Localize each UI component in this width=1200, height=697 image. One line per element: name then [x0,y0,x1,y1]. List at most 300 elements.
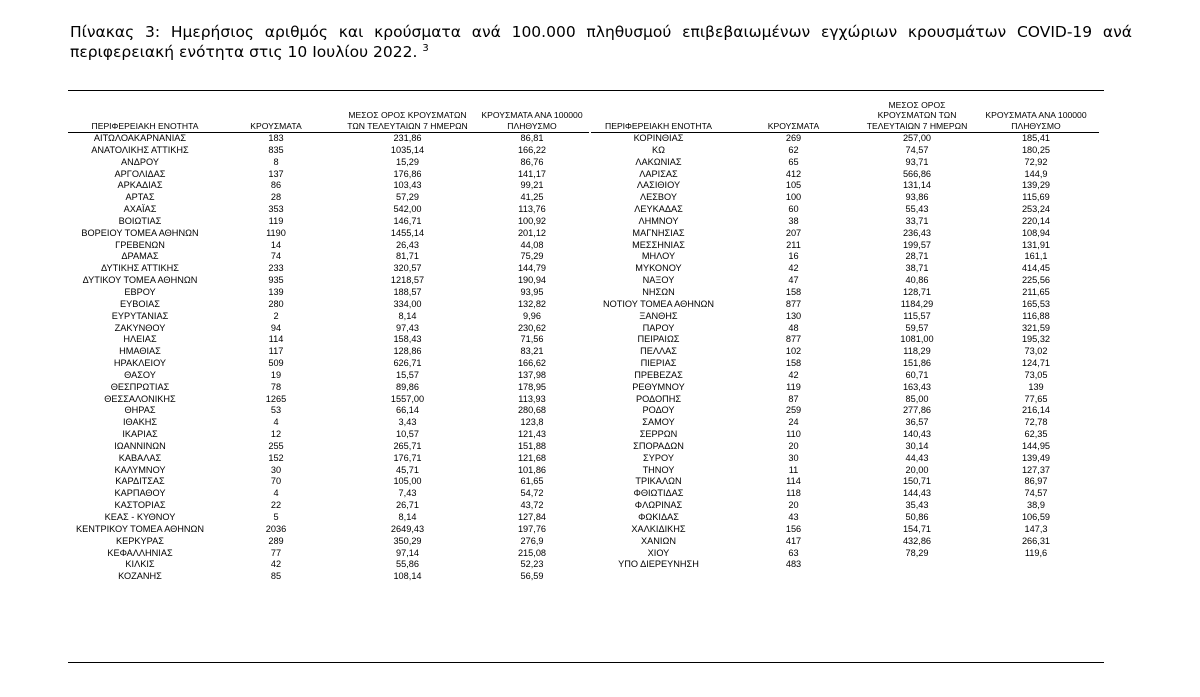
cell-cases: 130 [785,310,802,321]
cell-avg7: 26,71 [396,500,419,511]
cell-cases: 183 [268,133,284,143]
table-row [591,287,1099,299]
cell-region: ΚΕΦΑΛΛΗΝΙΑΣ [107,547,173,558]
cell-cases: 269 [785,133,802,143]
cell-cases: 42 [270,559,282,570]
cell-cases: 24 [788,417,799,428]
cell-per100k: 62,35 [1024,429,1048,440]
cell-avg7: 40,86 [905,275,929,286]
table-row [68,346,589,358]
cell-per100k: 124,71 [1021,358,1051,369]
cell-cases: 114 [786,476,801,487]
cell-region: ΒΟΡΕΙΟΥ ΤΟΜΕΑ ΑΘΗΝΩΝ [81,227,199,238]
cell-cases: 1190 [266,227,286,238]
cell-avg7: 115,57 [903,310,931,321]
cell-avg7: 146,71 [393,215,422,226]
cell-region: ΜΕΣΣΗΝΙΑΣ [632,239,685,250]
cell-region: ΣΑΜΟΥ [642,417,675,428]
cell-region: ΕΒΡΟΥ [124,286,156,297]
cell-avg7: 44,43 [905,452,929,463]
cell-cases: 158 [785,358,802,369]
cell-per100k: 54,72 [520,488,544,499]
cell-cases: 119 [268,215,284,226]
cell-cases: 94 [270,322,282,333]
cell-per100k: 166,62 [517,358,547,369]
table-row [68,275,589,287]
cell-avg7: 8,14 [398,310,417,321]
cell-avg7: 35,43 [905,500,929,511]
cell-avg7: 350,29 [393,535,422,546]
cell-per100k: 83,21 [520,346,544,357]
cell-cases: 20 [788,500,799,511]
cell-cases: 1265 [265,393,287,404]
cell-region: ΦΛΩΡΙΝΑΣ [634,500,683,511]
cell-avg7: 626,71 [393,358,422,369]
header-avg7: ΜΕΣΟΣ ΟΡΟΣ ΚΡΟΥΣΜΑΤΩΝ ΤΩΝ ΤΕΛΕΥΤΑΙΩΝ 7 ΗΜΕΡΩΝ [340,110,475,133]
cell-region: ΑΡΚΑΔΙΑΣ [117,180,163,191]
cell-per100k: 225,56 [1021,275,1051,286]
cell-cases: 114 [268,334,284,345]
cell-cases: 4 [273,417,279,428]
table-row [591,453,1099,465]
cell-cases: 16 [788,251,799,262]
cell-avg7: 1184,29 [900,298,934,309]
cell-avg7: 334,00 [393,298,422,309]
cell-avg7: 131,14 [902,180,932,191]
cell-cases: 48 [788,322,799,333]
cell-avg7: 2649,43 [390,523,425,534]
table-row [591,476,1099,488]
table-row [68,311,589,323]
cell-avg7: 1218,57 [390,275,425,286]
cell-per100k: 141,17 [517,168,547,179]
table-row [591,169,1099,181]
cell-avg7: 236,43 [902,227,932,238]
table-row [591,299,1099,311]
table-row [591,157,1099,169]
cell-region: ΕΥΡΥΤΑΝΙΑΣ [111,310,169,321]
cell-region: ΑΙΤΩΛΟΑΚΑΡΝΑΝΙΑΣ [93,133,187,143]
cell-avg7: 81,71 [396,251,419,262]
table-row [68,192,589,204]
cell-cases: 211 [786,239,801,250]
table-row [591,417,1099,429]
cell-region: ΚΩ [652,144,665,155]
table-row [591,548,1099,560]
cell-region: ΚΑΒΑΛΑΣ [118,452,162,463]
table-row [591,524,1099,536]
cell-per100k: 56,59 [520,571,544,582]
table-row [591,559,1099,571]
cell-region: ΙΚΑΡΙΑΣ [122,429,158,440]
cell-cases: 8 [273,156,279,167]
cell-avg7: 20,00 [905,464,929,475]
cell-region: ΙΩΑΝΝΙΝΩΝ [114,440,166,451]
header-per100k: ΚΡΟΥΣΜΑΤΑ ΑΝΑ 100000 ΠΛΗΘΥΣΜΟ [475,110,589,133]
cell-cases: 935 [268,275,284,286]
cell-region: ΦΩΚΙΔΑΣ [638,512,679,522]
cell-region: ΠΡΕΒΕΖΑΣ [634,369,683,380]
cell-avg7: 542,00 [393,204,422,215]
cell-cases: 289 [268,535,284,546]
cell-region: ΥΠΟ ΔΙΕΡΕΥΝΗΣΗ [618,559,699,570]
cell-per100k: 253,24 [1021,204,1051,215]
cell-cases: 22 [270,500,282,511]
cell-region: ΡΟΔΟΠΗΣ [635,393,682,404]
cell-cases: 119 [786,381,801,392]
table-row [591,441,1099,453]
table-row [68,358,589,370]
cell-cases: 42 [788,263,799,274]
table-row [68,394,589,406]
table-row [68,169,589,181]
cell-avg7: 231,86 [393,133,422,143]
table-row [68,145,589,157]
cell-per100k: 185,41 [1021,133,1051,143]
cell-avg7: 36,57 [905,417,929,428]
cell-per100k: 43,72 [520,500,544,511]
cell-cases: 100 [785,192,802,203]
cell-avg7: 176,86 [393,168,422,179]
left-table-half [68,92,589,583]
table-row [591,346,1099,358]
cell-region: ΠΕΙΡΑΙΩΣ [637,334,680,345]
cell-region: ΙΘΑΚΗΣ [122,417,158,428]
cell-region: ΣΥΡΟΥ [643,452,674,463]
cell-region: ΜΗΛΟΥ [641,251,676,262]
cell-per100k: 74,57 [1024,488,1048,499]
cell-per100k: 121,68 [517,452,547,463]
cell-cases: 78 [270,381,282,392]
cell-region: ΓΡΕΒΕΝΩΝ [115,239,165,250]
cell-cases: 19 [270,369,282,380]
cell-region: ΚΑΣΤΟΡΙΑΣ [114,500,166,511]
cell-cases: 4 [273,488,279,499]
cell-per100k: 123,8 [520,417,544,428]
cell-avg7: 66,14 [396,405,419,416]
cell-region: ΡΟΔΟΥ [642,405,675,416]
cell-avg7: 108,14 [393,571,422,582]
table-row [68,548,589,560]
cell-region: ΑΝΑΤΟΛΙΚΗΣ ΑΤΤΙΚΗΣ [91,144,189,155]
table-row [68,180,589,192]
header-avg7: ΜΕΣΟΣ ΟΡΟΣ ΚΡΟΥΣΜΑΤΩΝ ΤΩΝ ΤΕΛΕΥΤΑΙΩΝ 7 ΗΜΕΡΩΝ [861,100,973,134]
right-table-body [591,133,1099,571]
cell-avg7: 3,43 [398,417,417,428]
cell-region: ΘΗΡΑΣ [124,405,156,416]
cell-avg7: 432,86 [902,535,932,546]
cell-avg7: 158,43 [393,334,422,345]
cell-per100k: 220,14 [1021,215,1051,226]
cell-avg7: 1081,00 [900,334,934,345]
header-region: ΠΕΡΙΦΕΡΕΙΑΚΗ ΕΝΟΤΗΤΑ [591,121,726,134]
cell-cases: 30 [788,452,799,463]
cell-region: ΠΑΡΟΥ [642,322,675,333]
cell-region: ΔΥΤΙΚΟΥ ΤΟΜΕΑ ΑΘΗΝΩΝ [82,275,198,286]
table-row [68,251,589,263]
cell-region: ΑΧΑΪΑΣ [123,204,157,215]
cell-avg7: 38,71 [905,263,929,274]
cell-cases: 110 [786,429,801,440]
cell-region: ΤΡΙΚΑΛΩΝ [635,476,682,487]
cell-per100k: 116,88 [1022,310,1050,321]
cell-region: ΛΕΥΚΑΔΑΣ [634,204,683,215]
cell-avg7: 85,00 [905,393,929,404]
cell-region: ΗΛΕΙΑΣ [123,334,157,345]
cell-avg7: 15,29 [396,156,419,167]
cell-avg7: 320,57 [393,263,422,274]
table-row [68,299,589,311]
cell-per100k: 99,21 [520,180,544,191]
right-header-row [591,92,1099,133]
cell-avg7: 154,71 [902,523,932,534]
cell-cases: 87 [788,393,799,404]
cell-per100k: 75,29 [520,251,544,262]
cell-per100k: 38,9 [1027,500,1045,511]
cell-cases: 152 [268,452,284,463]
cell-region: ΝΗΣΩΝ [642,286,675,297]
cell-cases: 233 [268,263,284,274]
table-row [591,228,1099,240]
cell-avg7: 97,43 [396,322,419,333]
cell-per100k: 86,81 [520,133,544,143]
table-row [68,559,589,571]
cell-cases: 102 [785,346,802,357]
cell-per100k: 86,76 [520,156,544,167]
cell-per100k: 144,9 [1024,168,1048,179]
table-row [591,275,1099,287]
cell-per100k: 121,43 [517,429,547,440]
cell-avg7: 163,43 [902,381,932,392]
table-row [68,405,589,417]
cell-region: ΒΟΙΩΤΙΑΣ [118,215,162,226]
table-row [68,524,589,536]
cell-region: ΣΕΡΡΩΝ [639,429,678,440]
cell-avg7: 1557,00 [390,393,425,404]
cell-avg7: 199,57 [902,239,932,250]
table-row [591,358,1099,370]
cell-per100k: 9,96 [523,310,541,321]
cell-per100k: 113,93 [518,393,546,404]
table-row [68,216,589,228]
table-row [591,192,1099,204]
cell-cases: 2036 [265,523,287,534]
table-row [68,157,589,169]
cell-avg7: 265,71 [393,440,422,451]
cell-cases: 255 [268,440,284,451]
cell-region: ΝΟΤΙΟΥ ΤΟΜΕΑ ΑΘΗΝΩΝ [602,298,715,309]
cell-per100k: 144,79 [517,263,547,274]
cell-per100k: 165,53 [1021,298,1051,309]
table-row [591,145,1099,157]
table-row [591,536,1099,548]
cell-avg7: 10,57 [396,429,419,440]
cell-cases: 139 [268,286,284,297]
cell-region: ΚΕΝΤΡΙΚΟΥ ΤΟΜΕΑ ΑΘΗΝΩΝ [75,523,205,534]
cell-cases: 60 [788,204,799,215]
cell-per100k: 44,08 [520,239,544,250]
cell-per100k: 77,65 [1024,393,1048,404]
cell-region: ΚΟΡΙΝΘΙΑΣ [633,133,684,143]
cell-cases: 417 [785,535,802,546]
table-row [591,429,1099,441]
cell-avg7: 128,71 [902,286,932,297]
cell-per100k: 73,05 [1024,369,1048,380]
cell-cases: 877 [785,334,802,345]
table-row [68,453,589,465]
cell-region: ΦΘΙΩΤΙΔΑΣ [633,488,684,499]
cell-cases: 20 [788,440,799,451]
cell-avg7: 59,57 [905,322,929,333]
table-row [591,394,1099,406]
cell-per100k: 100,92 [517,215,547,226]
cell-avg7: 55,86 [396,559,419,570]
cell-cases: 412 [785,168,802,179]
cell-per100k: 108,94 [1021,227,1051,238]
table-row [68,228,589,240]
table-row [68,263,589,275]
cell-per100k: 119,6 [1024,547,1048,558]
table-row [68,441,589,453]
table-row [591,204,1099,216]
cell-cases: 207 [785,227,802,238]
table-bottom-rule [68,662,1104,663]
cell-per100k: 115,69 [1022,192,1050,203]
cell-per100k: 93,95 [520,286,544,297]
cell-region: ΛΑΚΩΝΙΑΣ [635,156,682,167]
caption-text: Πίνακας 3: Ημερήσιος αριθμός και κρούσματα ανά 100.000 πληθυσμού επιβεβαιωμένων εγχώριων κρουσμάτων COVID-19 ανά περιφερειακή ενότητα στις 10 Ιουλίου 2022. [70,23,1132,61]
table-row [591,251,1099,263]
cell-region: ΛΗΜΝΟΥ [638,215,679,226]
table-row [68,370,589,382]
cell-cases: 53 [270,405,282,416]
cell-region: ΔΥΤΙΚΗΣ ΑΤΤΙΚΗΣ [101,263,179,274]
cell-per100k: 73,02 [1024,346,1048,357]
cell-avg7: 78,29 [905,547,929,558]
cell-per100k: 71,56 [520,334,544,345]
cell-cases: 77 [270,547,282,558]
cell-cases: 85 [270,571,282,582]
cell-avg7: 57,29 [396,192,419,203]
table-row [591,370,1099,382]
cell-region: ΚΑΡΠΑΘΟΥ [114,488,166,499]
table-row [591,405,1099,417]
cell-cases: 156 [785,523,802,534]
cell-cases: 63 [788,547,799,558]
cell-cases: 62 [788,144,799,155]
cell-per100k: 137,98 [517,369,547,380]
header-cases: ΚΡΟΥΣΜΑΤΑ [726,121,861,134]
cell-per100k: 144,95 [1021,440,1051,451]
header-per100k: ΚΡΟΥΣΜΑΤΑ ΑΝΑ 100000 ΠΛΗΘΥΣΜΟ [973,110,1099,133]
cell-cases: 105 [785,180,802,191]
cell-cases: 42 [788,369,799,380]
cell-cases: 28 [270,192,282,203]
table-row [68,488,589,500]
cell-per100k [973,559,1099,571]
cell-cases: 5 [273,512,279,522]
cell-region: ΞΑΝΘΗΣ [639,310,678,321]
cell-avg7: 7,43 [398,488,417,499]
table-row [68,512,589,524]
cell-per100k: 139,29 [1021,180,1051,191]
cell-per100k: 280,68 [517,405,547,416]
cell-per100k: 113,76 [518,204,546,215]
cell-avg7: 89,86 [396,381,419,392]
cell-region: ΠΙΕΡΙΑΣ [640,358,677,369]
cell-per100k: 211,65 [1022,286,1050,297]
cell-per100k: 61,65 [520,476,544,487]
table-top-rule [68,90,1104,91]
cell-region: ΤΗΝΟΥ [642,464,675,475]
cell-per100k: 180,25 [1021,144,1051,155]
cell-region: ΑΝΔΡΟΥ [120,156,159,167]
cell-avg7: 1035,14 [390,144,425,155]
table-row [68,465,589,477]
table-row [591,133,1099,145]
cell-per100k: 52,23 [520,559,544,570]
cell-per100k: 101,86 [517,464,547,475]
cell-region: ΑΡΤΑΣ [125,192,155,203]
header-region: ΠΕΡΙΦΕΡΕΙΑΚΗ ΕΝΟΤΗΤΑ [68,121,212,134]
cell-region: ΝΑΞΟΥ [642,275,675,286]
cell-region: ΣΠΟΡΑΔΩΝ [633,440,684,451]
cell-per100k: 131,91 [1021,239,1051,250]
cell-region: ΜΑΓΝΗΣΙΑΣ [632,227,685,238]
cell-cases: 117 [268,346,284,357]
table-row [591,382,1099,394]
cell-cases: 118 [786,488,801,499]
cell-region: ΚΕΑΣ - ΚΥΘΝΟΥ [104,512,176,522]
cell-avg7: 103,43 [393,180,422,191]
cell-avg7: 45,71 [396,464,419,475]
cell-avg7: 28,71 [905,251,929,262]
cell-region: ΕΥΒΟΙΑΣ [120,298,160,309]
cell-avg7: 93,71 [905,156,929,167]
cell-avg7: 8,14 [398,512,417,522]
cell-per100k: 414,45 [1021,263,1051,274]
table-row [591,263,1099,275]
cell-per100k: 72,78 [1024,417,1048,428]
cell-region: ΛΑΣΙΘΙΟΥ [636,180,681,191]
cell-avg7: 144,43 [902,488,932,499]
cell-per100k: 276,9 [520,535,544,546]
cell-avg7: 566,86 [902,168,932,179]
table-row [68,323,589,335]
table-row [68,133,589,145]
cell-avg7: 97,14 [396,547,419,558]
cell-per100k: 139 [1028,381,1044,392]
table-caption [70,22,1132,62]
cell-per100k: 72,92 [1024,156,1048,167]
cell-region: ΖΑΚΥΝΘΟΥ [114,322,166,333]
left-header-row [68,92,589,133]
cell-per100k: 195,32 [1021,334,1051,345]
cell-per100k: 190,94 [517,275,547,286]
cell-avg7: 118,29 [903,346,931,357]
table-row [591,311,1099,323]
cell-region: ΚΙΛΚΙΣ [125,559,155,570]
table-row [68,500,589,512]
cell-cases: 353 [268,204,284,215]
cell-region: ΠΕΛΛΑΣ [640,346,677,357]
cell-per100k: 106,59 [1021,512,1051,522]
cell-region: ΗΡΑΚΛΕΙΟΥ [113,358,167,369]
cell-per100k: 178,95 [517,381,547,392]
cell-per100k: 215,08 [517,547,547,558]
table-row [68,476,589,488]
cell-region: ΚΑΡΔΙΤΣΑΣ [115,476,165,487]
